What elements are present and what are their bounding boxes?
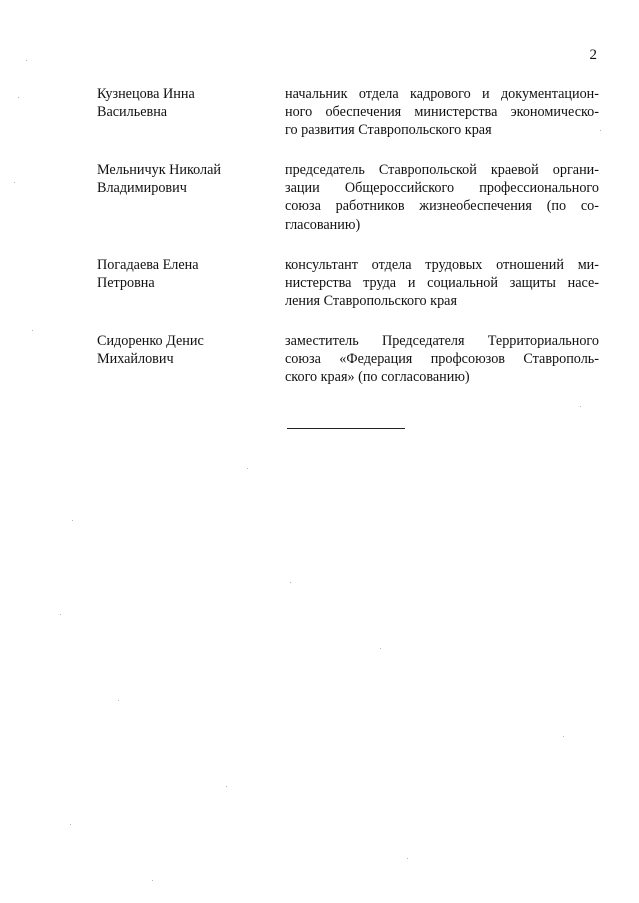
member-name: Погадаева Елена Петровна bbox=[97, 256, 199, 291]
scan-speck bbox=[14, 182, 15, 183]
scan-speck bbox=[290, 582, 291, 583]
member-row bbox=[97, 332, 599, 386]
member-position-line: начальник отдела кадрового и документацион- bbox=[285, 86, 599, 102]
member-position-line: го развития Ставропольского края bbox=[285, 122, 492, 139]
member-position-line: нистерства труда и социальной защиты насе- bbox=[285, 274, 599, 291]
member-position bbox=[285, 256, 599, 310]
member-position-line: союза «Федерация профсоюзов Ставрополь- bbox=[285, 351, 599, 368]
scan-speck bbox=[60, 614, 61, 615]
member-position bbox=[285, 85, 599, 139]
member-position-line: зации Общероссийского профессионального bbox=[285, 180, 599, 197]
member-row bbox=[97, 161, 599, 233]
end-of-list-divider bbox=[287, 428, 405, 429]
scan-speck bbox=[600, 130, 601, 131]
scan-speck bbox=[152, 880, 153, 881]
scan-speck bbox=[247, 468, 248, 469]
member-position bbox=[285, 161, 599, 233]
scan-speck bbox=[563, 736, 564, 737]
scan-speck bbox=[226, 786, 227, 787]
committee-members-list bbox=[97, 85, 599, 408]
member-position-line: консультант отдела трудовых отношений ми- bbox=[285, 256, 599, 273]
member-position-line: ного обеспечения министерства экономическо- bbox=[285, 104, 599, 121]
scan-speck bbox=[70, 824, 71, 825]
scan-speck bbox=[407, 858, 408, 859]
scan-speck bbox=[32, 330, 33, 331]
member-position-line: союза работников жизнеобеспечения (по со- bbox=[285, 198, 599, 215]
member-position-line: ского края» (по согласованию) bbox=[285, 369, 470, 386]
member-position-line: заместитель Председателя Территориального bbox=[285, 332, 599, 349]
member-row bbox=[97, 85, 599, 139]
scan-speck bbox=[118, 700, 119, 701]
member-position bbox=[285, 332, 599, 386]
page-number: 2 bbox=[589, 47, 597, 63]
member-name: Сидоренко Денис Михайлович bbox=[97, 332, 204, 367]
scan-speck bbox=[380, 648, 381, 649]
scan-speck bbox=[18, 97, 19, 98]
member-position-line: гласованию) bbox=[285, 216, 361, 233]
member-name: Кузнецова Инна Васильевна bbox=[97, 86, 195, 120]
member-row bbox=[97, 256, 599, 310]
member-position-line: ления Ставропольского края bbox=[285, 292, 457, 309]
member-name: Мельничук Николай Владимирович bbox=[97, 162, 222, 197]
scan-speck bbox=[26, 60, 27, 61]
member-position-line: председатель Ставропольской краевой органи- bbox=[285, 162, 599, 179]
scan-speck bbox=[580, 406, 581, 407]
scan-speck bbox=[72, 520, 73, 521]
